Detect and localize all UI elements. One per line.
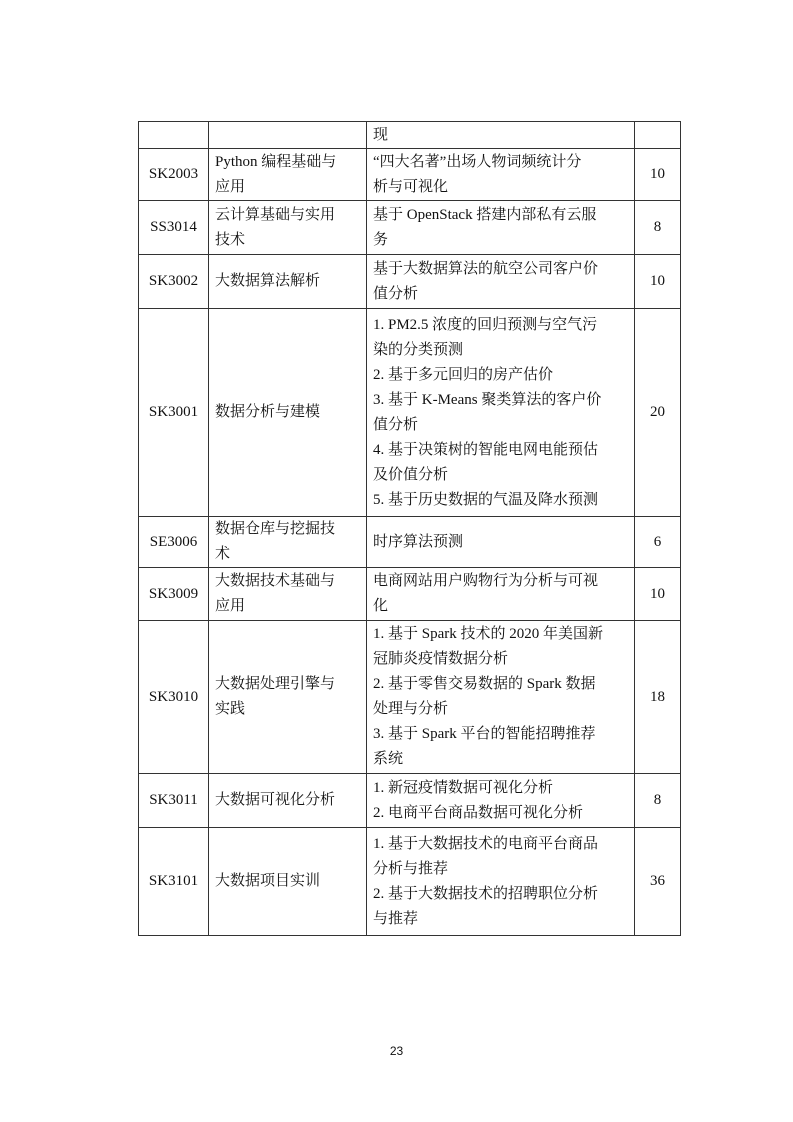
project-line: 2. 基于零售交易数据的 Spark 数据 [373,676,596,692]
table-row [139,517,681,568]
course-code-cell [139,122,209,149]
project-cell [367,621,635,774]
project-line: 化 [373,598,389,614]
course-name-line: 大数据技术基础与 [215,573,336,589]
course-name-cell [209,255,367,309]
project-line: 分析与推荐 [373,860,449,877]
table-row [139,774,681,828]
course-name-cell [209,201,367,255]
course-name-line: 术 [215,546,231,562]
course-name-line: 应用 [215,178,246,195]
course-name-cell [209,621,367,774]
page-number: 23 [389,1044,404,1058]
project-cell [367,309,635,517]
course-name-cell [209,309,367,517]
project-line: 3. 基于 K-Means 聚类算法的客户价 [373,391,602,408]
course-name-cell [209,568,367,621]
course-code-cell: SK3010 [139,621,209,774]
hours-cell: 10 [635,568,681,621]
project-line: 3. 基于 Spark 平台的智能招聘推荐 [373,726,596,742]
project-line: 4. 基于决策树的智能电网电能预估 [373,441,599,458]
project-cell [367,568,635,621]
table-row [139,621,681,774]
project-line: 基于 OpenStack 搭建内部私有云服 [373,206,597,223]
project-line: 1. PM2.5 浓度的回归预测与空气污 [373,316,598,333]
project-line: 处理与分析 [373,701,449,717]
project-cell [367,828,635,936]
project-line: 值分析 [373,285,419,302]
project-line: 1. 基于大数据技术的电商平台商品 [373,835,599,852]
hours-cell [635,122,681,149]
course-project-table [138,121,681,936]
course-name-line: 大数据算法解析 [215,273,321,289]
project-line: “四大名著”出场人物词频统计分 [373,153,582,170]
table-row [139,149,681,201]
course-name-cell [209,149,367,201]
course-code-cell: SK3101 [139,828,209,936]
project-cell [367,255,635,309]
hours-cell: 10 [635,255,681,309]
project-cell [367,122,635,149]
project-line: 值分析 [373,416,419,433]
project-cell [367,201,635,255]
project-cell [367,517,635,568]
course-name-line: 云计算基础与实用 [215,206,336,223]
hours-cell: 10 [635,149,681,201]
project-line: 务 [373,231,389,248]
project-line: 现 [373,126,389,143]
course-code-cell: SK3011 [139,774,209,828]
course-code-cell: SK2003 [139,149,209,201]
course-name-line: 技术 [215,231,246,248]
project-cell [367,774,635,828]
project-line: 1. 基于 Spark 技术的 2020 年美国新 [373,626,603,642]
project-line: 冠肺炎疫情数据分析 [373,651,509,667]
hours-cell: 20 [635,309,681,517]
course-name-cell [209,828,367,936]
hours-cell: 8 [635,774,681,828]
course-name-line: 数据分析与建模 [215,404,321,420]
course-name-line: 数据仓库与挖掘技 [215,521,336,537]
course-name-line: 大数据项目实训 [215,873,321,889]
course-code-cell: SK3002 [139,255,209,309]
course-code-cell: SS3014 [139,201,209,255]
course-name-cell [209,122,367,149]
course-name-line: 应用 [215,598,246,614]
project-line: 1. 新冠疫情数据可视化分析 [373,779,554,796]
table-row [139,309,681,517]
hours-cell: 8 [635,201,681,255]
hours-cell: 36 [635,828,681,936]
project-line: 2. 基于大数据技术的招聘职位分析 [373,885,599,902]
table-row [139,828,681,936]
project-line: 染的分类预测 [373,341,464,358]
project-line: 系统 [373,751,404,767]
hours-cell: 18 [635,621,681,774]
project-line: 5. 基于历史数据的气温及降水预测 [373,491,599,508]
course-name-cell [209,517,367,568]
course-name-line: Python 编程基础与 [215,153,337,170]
project-line: 2. 电商平台商品数据可视化分析 [373,804,584,821]
project-line: 析与可视化 [373,178,449,195]
course-name-line: 大数据处理引擎与 [215,676,336,692]
course-name-line: 实践 [215,701,246,717]
project-line: 与推荐 [373,910,419,927]
project-line: 2. 基于多元回归的房产估价 [373,366,554,383]
course-code-cell: SK3009 [139,568,209,621]
project-line: 时序算法预测 [373,533,464,550]
project-line: 基于大数据算法的航空公司客户价 [373,260,599,277]
course-name-line: 大数据可视化分析 [215,792,336,808]
course-code-cell: SE3006 [139,517,209,568]
table-row [139,568,681,621]
table-row [139,201,681,255]
table-row [139,122,681,149]
course-name-cell [209,774,367,828]
course-code-cell: SK3001 [139,309,209,517]
hours-cell: 6 [635,517,681,568]
table-row [139,255,681,309]
project-line: 电商网站用户购物行为分析与可视 [373,573,599,589]
project-cell [367,149,635,201]
project-line: 及价值分析 [373,466,449,483]
